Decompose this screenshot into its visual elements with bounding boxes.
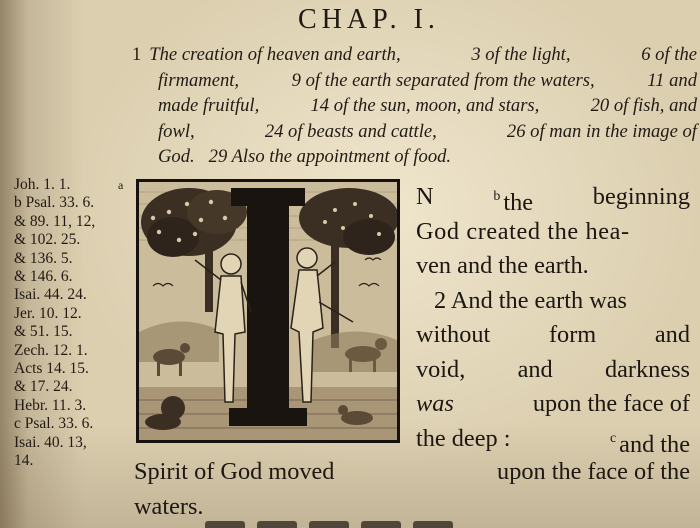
summary-text: 24 of beasts and cattle, — [264, 120, 437, 142]
margin-reference: Hebr. 11. 3. — [14, 396, 87, 414]
summary-text: 26 of man in the image of — [506, 120, 697, 142]
text-word-italic: was — [416, 390, 454, 417]
margin-reference: 14. — [14, 452, 34, 470]
text-word: and the — [619, 430, 690, 458]
text-line: waters. — [134, 493, 204, 520]
margin-reference: & 102. 25. — [14, 231, 81, 249]
text-line — [416, 353, 690, 388]
chapter-summary — [132, 42, 697, 170]
margin-reference: & 146. 6. — [14, 268, 73, 286]
summary-text: The creation of heaven and earth, — [149, 44, 401, 65]
text-line — [416, 284, 690, 319]
summary-line — [132, 93, 697, 119]
margin-reference: Isai. 44. 24. — [14, 286, 87, 304]
summary-text: 14 of the sun, moon, and stars, — [310, 95, 540, 116]
text-word: upon the face of — [532, 390, 690, 417]
summary-text: 9 of the earth separated from the waters, — [291, 69, 595, 91]
text-line — [416, 318, 690, 353]
footnote-marker: c — [609, 430, 617, 446]
margin-reference: & 136. 5. — [14, 249, 73, 267]
summary-text: fowl, — [158, 120, 195, 142]
summary-text: 6 of the — [641, 44, 697, 65]
text-word: N — [416, 183, 434, 210]
margin-reference: b Psal. 33. 6. — [14, 194, 95, 212]
text-line — [416, 387, 690, 422]
footnote-marker: b — [493, 189, 501, 204]
text-word: beginning — [592, 183, 690, 210]
text-word: and — [654, 321, 690, 348]
text-word: 2 And the earth was — [434, 286, 627, 314]
text-word: and — [517, 355, 553, 383]
text-word: form — [548, 321, 597, 348]
margin-reference: & 17. 24. — [14, 378, 73, 396]
margin-reference: Zech. 12. 1. — [14, 341, 88, 359]
margin-reference: c Psal. 33. 6. — [14, 415, 94, 433]
margin-reference: & 89. 11, 12, — [14, 212, 96, 230]
summary-line — [132, 42, 697, 68]
text-word: upon the face of the — [497, 458, 690, 485]
summary-line — [132, 68, 697, 94]
text-word: the — [503, 189, 534, 216]
woodcut-illustration — [139, 182, 397, 440]
summary-line — [132, 144, 697, 170]
summary-text: 3 of the light, — [471, 44, 571, 65]
margin-reference: Joh. 1. 1. — [14, 176, 71, 193]
text-line — [416, 422, 690, 457]
summary-line — [132, 119, 697, 145]
summary-text: firmament, — [158, 69, 240, 91]
text-line — [416, 249, 690, 284]
text-word: darkness — [604, 355, 690, 383]
margin-reference: Jer. 10. 12. — [14, 304, 82, 322]
text-line — [134, 455, 690, 490]
text-line — [416, 215, 690, 250]
text-word: void, — [416, 355, 466, 383]
summary-text: 11 and — [647, 69, 697, 91]
summary-verse-number: 1 — [132, 44, 142, 65]
margin-reference: & 51. 15. — [14, 323, 73, 341]
woodcut-initial — [136, 179, 400, 443]
summary-text: 29 Also the appointment of food. — [208, 146, 452, 167]
margin-reference: Acts 14. 15. — [14, 360, 89, 378]
cropped-text-line — [205, 520, 505, 528]
margin-reference: Isai. 40. 13, — [14, 433, 87, 451]
margin-references — [14, 176, 130, 471]
text-line — [416, 180, 690, 215]
summary-text: 20 of fish, and — [590, 95, 697, 116]
text-word: without — [416, 321, 491, 348]
verse-text — [416, 180, 690, 456]
text-word: Spirit of God moved — [134, 458, 335, 485]
margin-marker: a — [118, 178, 124, 192]
summary-text: made fruitful, — [158, 95, 260, 116]
text-word: the deep : — [416, 424, 511, 452]
chapter-heading: CHAP. I. — [298, 4, 440, 35]
text-word: ven and the earth. — [416, 252, 589, 279]
summary-text: God. — [158, 146, 195, 167]
text-word: God created the hea- — [416, 217, 630, 245]
